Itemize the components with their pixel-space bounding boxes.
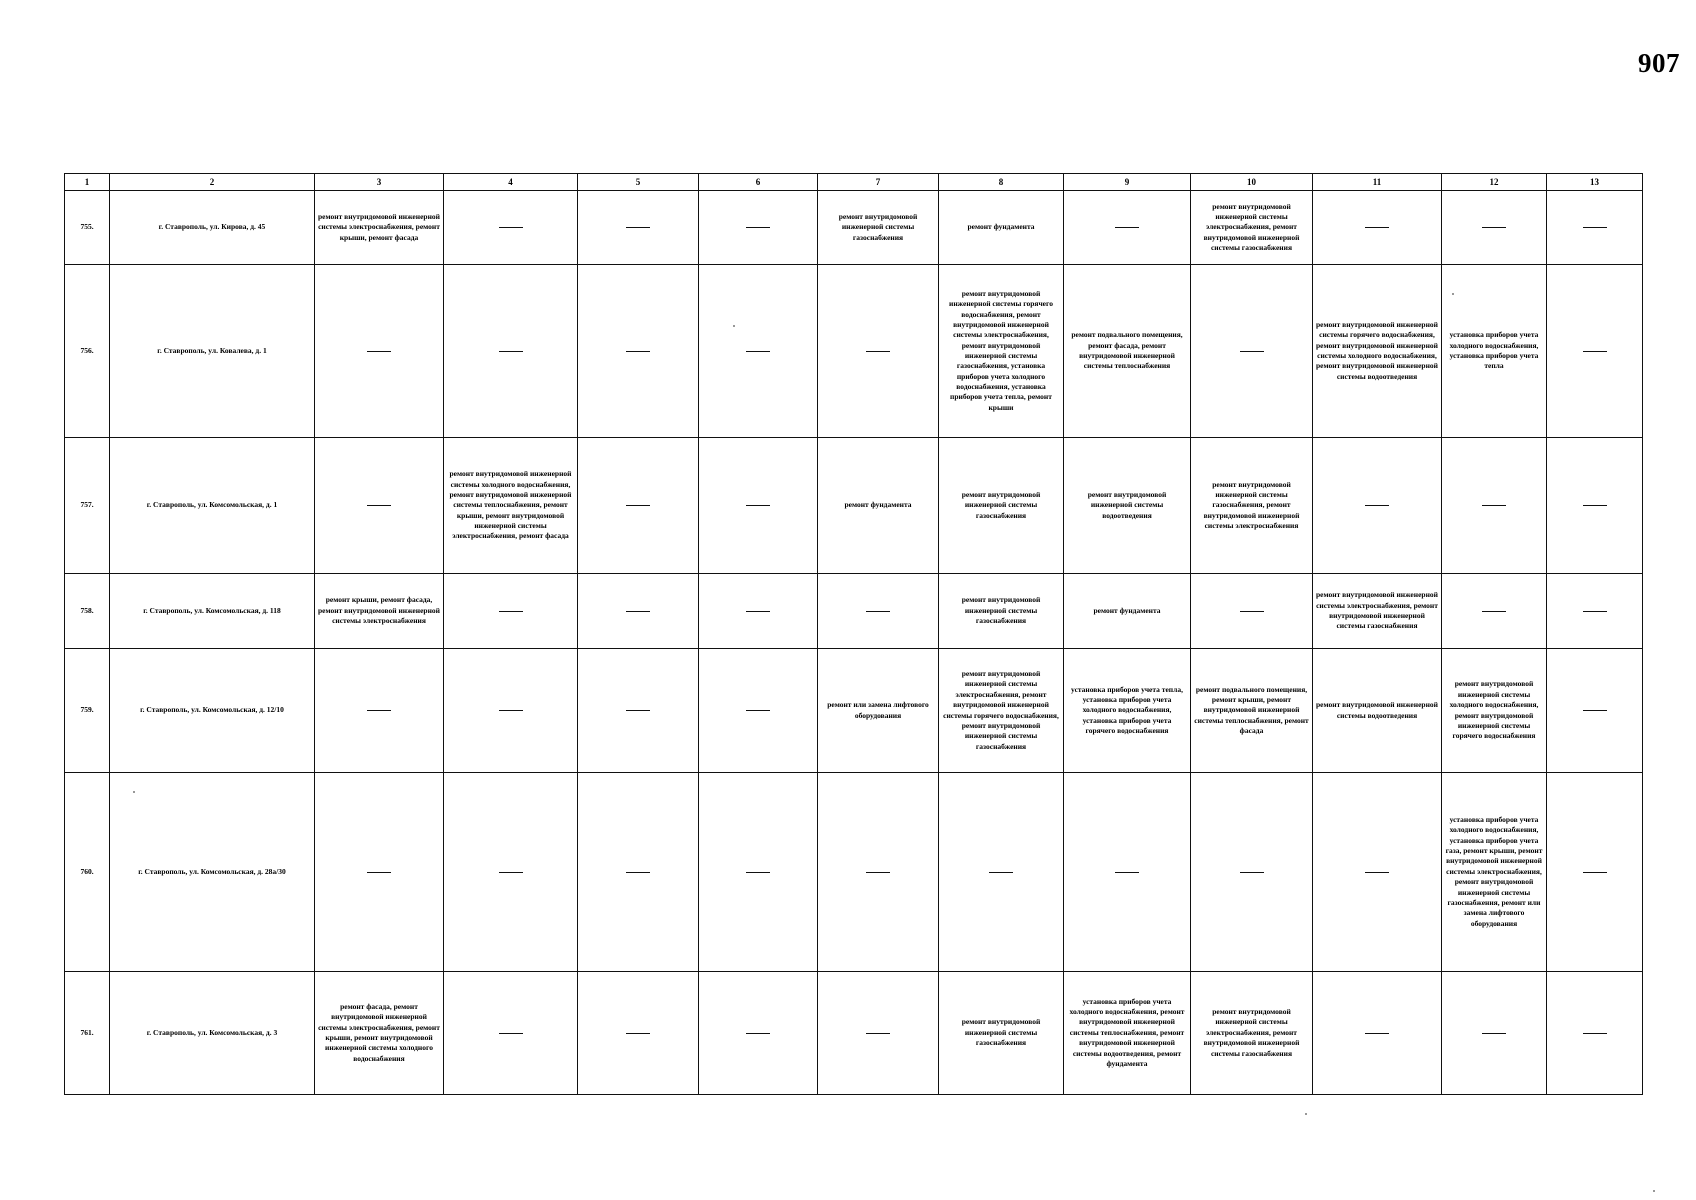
scan-speck [1653,1190,1655,1192]
dash-mark [499,1033,523,1034]
dash-mark [866,351,890,352]
row-number: 759. [65,649,110,773]
work-description: ремонт внутридомовой инженерной системы холодного водоснабжения, ремонт внутридомовой инженерной системы горячего водоснабжения [1449,679,1539,741]
work-type-cell [1064,574,1191,649]
row-number: 760. [65,773,110,972]
dash-mark [1583,872,1607,873]
empty-dash-cell [1064,191,1191,265]
work-type-cell [818,438,939,574]
empty-dash-cell [315,438,444,574]
work-description: ремонт внутридомовой инженерной системы горячего водоснабжения, ремонт внутридомовой инженерной системы электроснабжения, ремонт внутридомовой инженерной системы газоснабжения, установка приборов учета холодного водоснабжения, установка приборов учета тепла, ремонт крыши [949,288,1053,412]
empty-dash-cell [444,972,578,1095]
dash-mark [1365,227,1389,228]
dash-mark [746,710,770,711]
table-row [65,972,1643,1095]
work-description: ремонт внутридомовой инженерной системы электроснабжения, ремонт внутридомовой инженерной системы газоснабжения [1203,1007,1300,1058]
column-header: 5 [578,174,699,191]
work-description: ремонт внутридомовой инженерной системы газоснабжения [961,489,1041,520]
empty-dash-cell [699,574,818,649]
row-number: 758. [65,574,110,649]
empty-dash-cell [578,265,699,438]
column-header: 4 [444,174,578,191]
dash-mark [1482,1033,1506,1034]
empty-dash-cell [578,972,699,1095]
column-header: 12 [1442,174,1547,191]
address-cell: г. Ставрополь, ул. Комсомольская, д. 118 [110,574,315,649]
empty-dash-cell [1313,773,1442,972]
empty-dash-cell [1191,265,1313,438]
empty-dash-cell [818,972,939,1095]
work-type-cell [1191,438,1313,574]
work-type-cell [939,574,1064,649]
dash-mark [1365,505,1389,506]
empty-dash-cell [1547,265,1643,438]
empty-dash-cell [1547,438,1643,574]
address-cell: г. Ставрополь, ул. Комсомольская, д. 12/10 [110,649,315,773]
dash-mark [1240,351,1264,352]
empty-dash-cell [444,265,578,438]
work-type-cell [818,191,939,265]
empty-dash-cell [444,773,578,972]
work-description: ремонт внутридомовой инженерной системы водоотведения [1316,700,1438,720]
work-type-cell [818,649,939,773]
empty-dash-cell [444,649,578,773]
work-description: установка приборов учета тепла, установка приборов учета холодного водоснабжения, установка приборов учета горячего водоснабжения [1071,684,1183,736]
empty-dash-cell [1442,191,1547,265]
dash-mark [626,611,650,612]
column-header: 1 [65,174,110,191]
table-body [65,191,1643,1095]
work-description: ремонт внутридомовой инженерной системы газоснабжения [838,211,918,242]
work-description: установка приборов учета холодного водоснабжения, ремонт внутридомовой инженерной системы теплоснабжения, ремонт внутридомовой инженерной системы водоотведения, ремонт фундамента [1069,996,1185,1068]
empty-dash-cell [818,773,939,972]
work-type-cell [939,972,1064,1095]
work-description: ремонт внутридомовой инженерной системы газоснабжения [961,1017,1041,1048]
dash-mark [367,351,391,352]
work-type-cell [939,191,1064,265]
dash-mark [746,227,770,228]
empty-dash-cell [315,649,444,773]
dash-mark [989,872,1013,873]
empty-dash-cell [1547,649,1643,773]
dash-mark [499,872,523,873]
repair-schedule-table [64,173,1643,1095]
dash-mark [1365,872,1389,873]
empty-dash-cell [578,438,699,574]
empty-dash-cell [818,574,939,649]
dash-mark [367,872,391,873]
work-description: установка приборов учета холодного водоснабжения, установка приборов учета тепла [1449,330,1539,371]
work-description: ремонт внутридомовой инженерной системы холодного водоснабжения, ремонт внутридомовой инженерной системы теплоснабжения, ремонт крыши, ремонт внутридомовой инженерной системы электроснабжения, ремонт фасада [449,469,572,541]
page-number: 907 [1638,48,1680,78]
work-description: ремонт подвального помещения, ремонт фасада, ремонт внутридомовой инженерной системы теплоснабжения [1071,330,1183,371]
work-type-cell [1064,972,1191,1095]
column-header: 2 [110,174,315,191]
dash-mark [1583,227,1607,228]
empty-dash-cell [699,438,818,574]
work-type-cell [939,265,1064,438]
empty-dash-cell [939,773,1064,972]
dash-mark [1240,611,1264,612]
work-type-cell [444,438,578,574]
work-description: ремонт фундамента [844,500,912,510]
column-header: 9 [1064,174,1191,191]
empty-dash-cell [818,265,939,438]
dash-mark [1583,505,1607,506]
table-row [65,574,1643,649]
empty-dash-cell [578,773,699,972]
dash-mark [1583,1033,1607,1034]
empty-dash-cell [1313,972,1442,1095]
dash-mark [1482,611,1506,612]
empty-dash-cell [699,649,818,773]
work-type-cell [1064,649,1191,773]
empty-dash-cell [1547,191,1643,265]
dash-mark [626,505,650,506]
dash-mark [746,351,770,352]
scan-speck [133,791,135,793]
work-description: ремонт подвального помещения, ремонт крыши, ремонт внутридомовой инженерной системы теплоснабжения, ремонт фасада [1194,684,1309,736]
dash-mark [866,1033,890,1034]
address-cell: г. Ставрополь, ул. Комсомольская, д. 3 [110,972,315,1095]
table-row [65,191,1643,265]
dash-mark [1583,710,1607,711]
column-header: 7 [818,174,939,191]
column-header: 10 [1191,174,1313,191]
table-row [65,438,1643,574]
work-type-cell [1191,649,1313,773]
work-type-cell [1064,438,1191,574]
dash-mark [1482,227,1506,228]
work-type-cell [1313,265,1442,438]
dash-mark [499,611,523,612]
work-description: ремонт внутридомовой инженерной системы газоснабжения [961,595,1041,626]
dash-mark [499,227,523,228]
work-type-cell [1442,773,1547,972]
scan-speck [733,325,735,327]
dash-mark [1115,872,1139,873]
empty-dash-cell [315,265,444,438]
work-description: ремонт внутридомовой инженерной системы горячего водоснабжения, ремонт внутридомовой инженерной системы холодного водоснабжения, ремонт внутридомовой инженерной системы водоотведения [1316,319,1438,381]
empty-dash-cell [444,191,578,265]
work-description: ремонт внутридомовой инженерной системы электроснабжения, ремонт крыши, ремонт фасада [318,211,440,242]
table-row [65,649,1643,773]
dash-mark [866,611,890,612]
scan-speck [1452,293,1454,295]
dash-mark [1482,505,1506,506]
dash-mark [1583,611,1607,612]
empty-dash-cell [578,649,699,773]
empty-dash-cell [1547,574,1643,649]
table-row [65,265,1643,438]
dash-mark [499,710,523,711]
scan-speck [1305,1113,1307,1115]
column-header: 6 [699,174,818,191]
work-type-cell [1064,265,1191,438]
dash-mark [367,710,391,711]
empty-dash-cell [1442,438,1547,574]
column-header: 13 [1547,174,1643,191]
work-description: ремонт фасада, ремонт внутридомовой инженерной системы электроснабжения, ремонт крыши, ремонт внутридомовой инженерной системы холодного водоснабжения [318,1001,440,1063]
work-description: ремонт фундамента [1093,605,1161,615]
empty-dash-cell [1064,773,1191,972]
work-description: ремонт или замена лифтового оборудования [827,700,929,720]
dash-mark [626,1033,650,1034]
dash-mark [1115,227,1139,228]
table-header [65,174,1643,191]
empty-dash-cell [1313,438,1442,574]
dash-mark [626,227,650,228]
dash-mark [367,505,391,506]
work-description: ремонт внутридомовой инженерной системы электроснабжения, ремонт внутридомовой инженерной системы горячего водоснабжения, ремонт внутридомовой инженерной системы газоснабжения [943,669,1059,751]
work-description: ремонт фундамента [967,222,1035,232]
empty-dash-cell [699,972,818,1095]
work-description: ремонт крыши, ремонт фасада, ремонт внутридомовой инженерной системы электроснабжения [318,595,440,626]
table-row [65,773,1643,972]
empty-dash-cell [444,574,578,649]
empty-dash-cell [578,574,699,649]
work-type-cell [1191,191,1313,265]
empty-dash-cell [1547,972,1643,1095]
dash-mark [499,351,523,352]
dash-mark [626,710,650,711]
dash-mark [626,872,650,873]
empty-dash-cell [699,191,818,265]
dash-mark [626,351,650,352]
address-cell: г. Ставрополь, ул. Комсомольская, д. 28а/30 [110,773,315,972]
address-cell: г. Ставрополь, ул. Ковалева, д. 1 [110,265,315,438]
work-type-cell [315,191,444,265]
dash-mark [746,1033,770,1034]
work-type-cell [1313,649,1442,773]
work-type-cell [1191,972,1313,1095]
empty-dash-cell [315,773,444,972]
dash-mark [866,872,890,873]
work-description: установка приборов учета холодного водоснабжения, установка приборов учета газа, ремонт крыши, ремонт внутридомовой инженерной системы электроснабжения, ремонт внутридомовой инженерной системы газоснабжения, ремонт или замена лифтового оборудования [1445,815,1543,928]
dash-mark [746,872,770,873]
row-number: 756. [65,265,110,438]
work-description: ремонт внутридомовой инженерной системы водоотведения [1087,489,1167,520]
work-type-cell [1442,649,1547,773]
column-header: 3 [315,174,444,191]
column-header: 8 [939,174,1064,191]
dash-mark [746,611,770,612]
dash-mark [746,505,770,506]
work-type-cell [1313,574,1442,649]
work-description: ремонт внутридомовой инженерной системы электроснабжения, ремонт внутридомовой инженерной системы газоснабжения [1316,590,1438,631]
work-type-cell [315,972,444,1095]
empty-dash-cell [1442,574,1547,649]
empty-dash-cell [699,773,818,972]
empty-dash-cell [578,191,699,265]
empty-dash-cell [699,265,818,438]
address-cell: г. Ставрополь, ул. Кирова, д. 45 [110,191,315,265]
work-type-cell [315,574,444,649]
row-number: 761. [65,972,110,1095]
row-number: 755. [65,191,110,265]
work-type-cell [939,438,1064,574]
work-description: ремонт внутридомовой инженерной системы газоснабжения, ремонт внутридомовой инженерной системы электроснабжения [1203,479,1300,531]
work-type-cell [1442,265,1547,438]
empty-dash-cell [1313,191,1442,265]
row-number: 757. [65,438,110,574]
work-type-cell [939,649,1064,773]
dash-mark [1365,1033,1389,1034]
empty-dash-cell [1191,773,1313,972]
address-cell: г. Ставрополь, ул. Комсомольская, д. 1 [110,438,315,574]
dash-mark [1240,872,1264,873]
dash-mark [1583,351,1607,352]
empty-dash-cell [1547,773,1643,972]
empty-dash-cell [1191,574,1313,649]
work-description: ремонт внутридомовой инженерной системы электроснабжения, ремонт внутридомовой инженерной системы газоснабжения [1203,201,1300,253]
column-header: 11 [1313,174,1442,191]
empty-dash-cell [1442,972,1547,1095]
column-number-row [65,174,1643,191]
